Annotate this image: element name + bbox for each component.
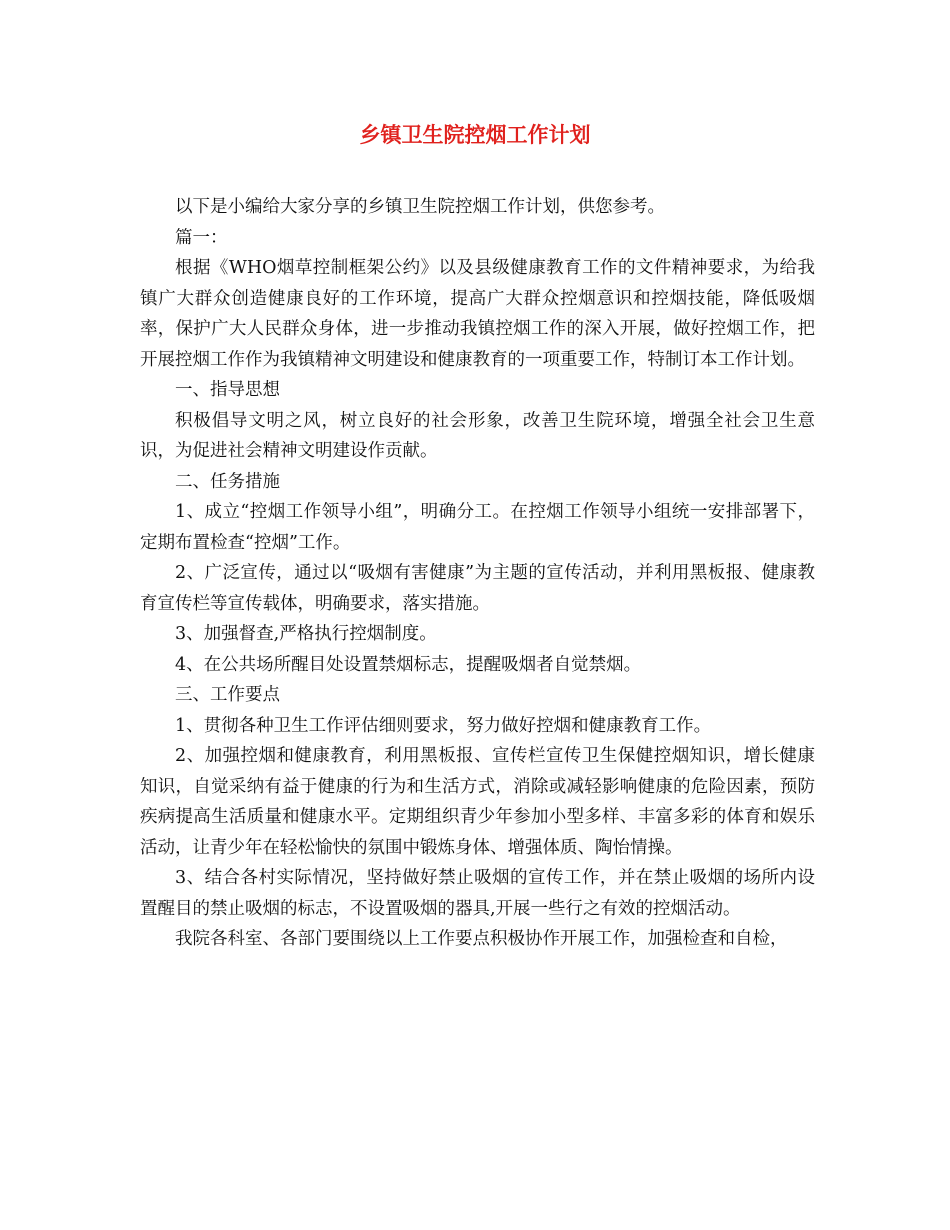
intro-paragraph: 以下是小编给大家分享的乡镇卫生院控烟工作计划，供您参考。 xyxy=(175,197,665,217)
guiding-ideology-paragraph: 积极倡导文明之风，树立良好的社会形象，改善卫生院环境，增强全社会卫生意识，为促进社会精神文明建设作贡献。 xyxy=(140,410,815,461)
task-measure-item: 2、广泛宣传，通过以“吸烟有害健康”为主题的宣传活动，并利用黑板报、健康教育宣传栏等宣传载体，明确要求，落实措施。 xyxy=(140,563,815,614)
part-heading: 篇一： xyxy=(175,227,228,248)
document-body xyxy=(140,192,815,955)
task-measure-item: 4、在公共场所醒目处设置禁烟标志，提醒吸烟者自觉禁烟。 xyxy=(175,654,642,675)
section-heading-work-points: 三、工作要点 xyxy=(175,685,280,705)
document-title: 乡镇卫生院控烟工作计划 xyxy=(359,123,591,147)
preamble-paragraph: 根据《WHO烟草控制框架公约》以及县级健康教育工作的文件精神要求，为给我镇广大群众创造健康良好的工作环境，提高广大群众控烟意识和控烟技能，降低吸烟率，保护广大人民群众身体，进一步推动我镇控烟工作的深入开展，做好控烟工作，把开展控烟工作作为我镇精神文明建设和健康教育的一项重要工作，特制订本工作计划。 xyxy=(140,258,815,370)
work-point-item: 2、加强控烟和健康教育，利用黑板报、宣传栏宣传卫生保健控烟知识，增长健康知识，自觉采纳有益于健康的行为和生活方式，消除或减轻影响健康的危险因素，预防疾病提高生活质量和健康水平。定期组织青少年参加小型多样、丰富多彩的体育和娱乐活动，让青少年在轻松愉快的氛围中锻炼身体、增强体质、陶怡情操。 xyxy=(140,746,815,858)
section-heading-guiding-ideology: 一、指导思想 xyxy=(175,380,280,400)
task-measure-item: 3、加强督查,严格执行控烟制度。 xyxy=(175,624,437,644)
closing-paragraph: 我院各科室、各部门要围绕以上工作要点积极协作开展工作，加强检查和自检， xyxy=(175,929,788,949)
section-heading-task-measures: 二、任务措施 xyxy=(175,471,280,492)
work-point-item: 1、贯彻各种卫生工作评估细则要求，努力做好控烟和健康教育工作。 xyxy=(175,715,712,736)
task-measure-item: 1、成立“控烟工作领导小组”，明确分工。在控烟工作领导小组统一安排部署下，定期布置检查“控烟”工作。 xyxy=(140,502,815,553)
work-point-item: 3、结合各村实际情况，坚持做好禁止吸烟的宣传工作，并在禁止吸烟的场所内设置醒目的禁止吸烟的标志，不设置吸烟的器具,开展一些行之有效的控烟活动。 xyxy=(140,868,815,919)
